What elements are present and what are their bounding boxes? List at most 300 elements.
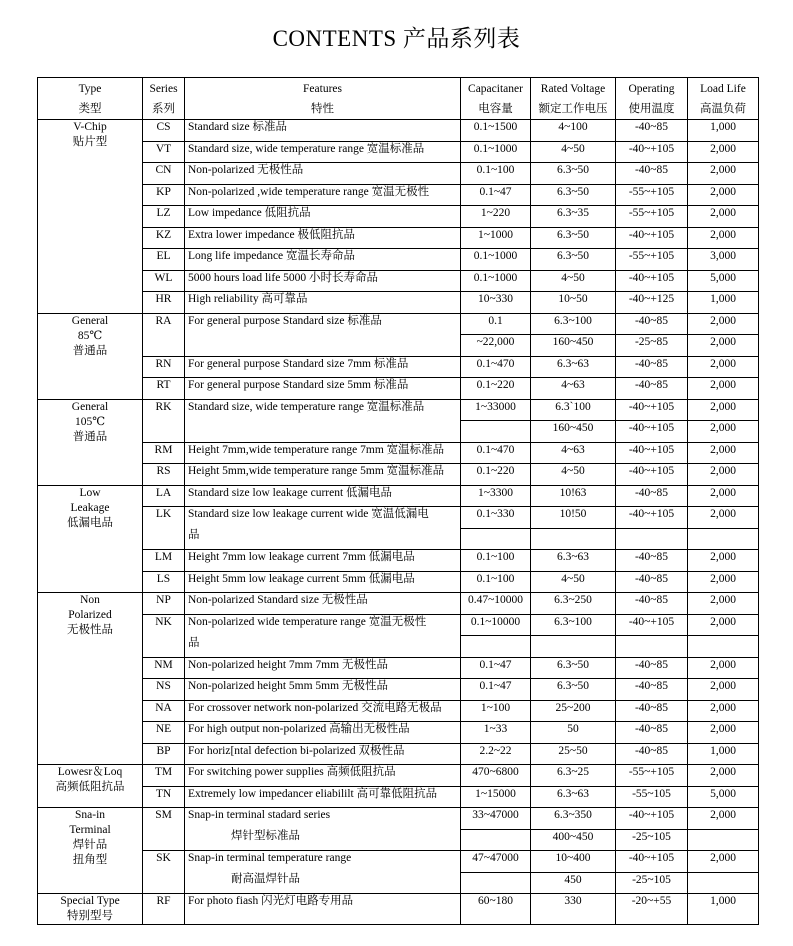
feature-line: 焊针型标准品 <box>231 830 300 842</box>
cap-cell: 1~33 <box>461 722 531 744</box>
type-label: General <box>71 314 109 327</box>
feature-line: 品 <box>188 636 200 649</box>
type-label: 普通品 <box>72 430 108 443</box>
header-cn: 使用温度 <box>628 103 675 115</box>
feature-line: High reliability 高可靠品 <box>188 293 308 305</box>
feature-line: Non-polarized height 7mm 7mm 无极性品 <box>188 658 388 671</box>
cap-cell <box>461 829 531 851</box>
header-cell <box>185 78 461 120</box>
cap-cell <box>461 421 531 443</box>
volt-cell: 6.3~63 <box>531 550 616 572</box>
features-cell <box>185 399 461 442</box>
features-cell <box>185 593 461 615</box>
volt-cell: 4~63 <box>531 442 616 464</box>
type-cell <box>38 120 143 314</box>
feature-line <box>188 421 457 436</box>
feature-line: For switching power supplies 高频低阻抗品 <box>188 766 396 778</box>
volt-cell: 6.3~50 <box>531 184 616 206</box>
type-label: 105℃ <box>74 415 106 428</box>
features-cell <box>185 227 461 249</box>
feature-line: For general purpose Standard size 7mm 标准品 <box>188 357 409 370</box>
life-cell: 2,000 <box>688 614 759 636</box>
cap-cell <box>461 636 531 658</box>
header-cn: 额定工作电压 <box>538 103 608 115</box>
header-row <box>38 78 759 120</box>
cap-cell: 0.1~47 <box>461 679 531 701</box>
volt-cell: 6.3~50 <box>531 163 616 185</box>
cap-cell: 470~6800 <box>461 765 531 787</box>
feature-line: Standard size, wide temperature range 宽温标准品 <box>188 142 425 155</box>
series-cell: NP <box>143 593 185 615</box>
life-cell: 2,000 <box>688 442 759 464</box>
type-cell <box>38 593 143 765</box>
header-en: Series <box>149 83 178 95</box>
series-cell: RN <box>143 356 185 378</box>
life-cell: 2,000 <box>688 141 759 163</box>
table-row <box>38 765 759 787</box>
features-cell <box>185 163 461 185</box>
temp-cell: -40~85 <box>616 378 688 400</box>
life-cell: 2,000 <box>688 378 759 400</box>
cap-cell: 0.1~10000 <box>461 614 531 636</box>
life-cell: 2,000 <box>688 485 759 507</box>
type-cell <box>38 313 143 399</box>
temp-cell: -40~85 <box>616 356 688 378</box>
feature-line: For general purpose Standard size 5mm 标准品 <box>188 379 409 391</box>
temp-cell: -20~+55 <box>616 894 688 925</box>
life-cell: 3,000 <box>688 249 759 271</box>
header-cn: 特性 <box>311 103 334 115</box>
temp-cell: -40~+105 <box>616 141 688 163</box>
features-cell <box>185 614 461 657</box>
cap-cell: 1~15000 <box>461 786 531 808</box>
series-cell: RK <box>143 399 185 442</box>
feature-line: Non-polarized 无极性品 <box>188 164 304 176</box>
volt-cell: 6.3~50 <box>531 679 616 701</box>
series-cell: RS <box>143 464 185 486</box>
table-row <box>38 399 759 421</box>
series-cell: SM <box>143 808 185 851</box>
feature-line: Snap-in terminal temperature range <box>188 852 352 864</box>
series-cell: CS <box>143 120 185 142</box>
contents-table <box>37 77 759 925</box>
header-cell <box>531 78 616 120</box>
temp-cell: -40~85 <box>616 722 688 744</box>
series-cell: RA <box>143 313 185 356</box>
volt-cell: 25~200 <box>531 700 616 722</box>
feature-line: Snap-in terminal stadard series <box>188 809 331 821</box>
cap-cell: 0.1~1000 <box>461 141 531 163</box>
series-cell: HR <box>143 292 185 314</box>
type-cell <box>38 894 143 925</box>
life-cell: 2,000 <box>688 399 759 421</box>
series-cell: NM <box>143 657 185 679</box>
header-en: Type <box>78 83 102 95</box>
volt-cell: 10!63 <box>531 485 616 507</box>
header-cn: 电容量 <box>478 103 513 115</box>
header-cn: 系列 <box>152 103 175 115</box>
table-row <box>38 700 759 722</box>
features-cell <box>185 378 461 400</box>
feature-line: 5000 hours load life 5000 小时长寿命品 <box>188 271 379 284</box>
type-label: 普通品 <box>72 344 108 357</box>
type-cell <box>38 808 143 894</box>
table-row <box>38 120 759 142</box>
temp-cell: -55~+105 <box>616 765 688 787</box>
temp-cell: -55~+105 <box>616 249 688 271</box>
table-row <box>38 464 759 486</box>
temp-cell: -40~85 <box>616 550 688 572</box>
series-cell: CN <box>143 163 185 185</box>
table-row <box>38 507 759 529</box>
feature-line: For general purpose Standard size 标准品 <box>188 314 382 327</box>
feature-line: Standard size low leakage current wide 宽温低漏电 <box>188 508 429 520</box>
life-cell: 2,000 <box>688 464 759 486</box>
volt-cell: 160~450 <box>531 421 616 443</box>
temp-cell: -25~105 <box>616 872 688 894</box>
table-row <box>38 485 759 507</box>
volt-cell: 6.3~63 <box>531 786 616 808</box>
volt-cell: 160~450 <box>531 335 616 357</box>
cap-cell: 0.1~1500 <box>461 120 531 142</box>
volt-cell: 6.3~350 <box>531 808 616 830</box>
cap-cell: 0.1~1000 <box>461 270 531 292</box>
feature-line: Long life impedance 宽温长寿命品 <box>188 250 356 262</box>
features-cell <box>185 851 461 894</box>
header-cell <box>688 78 759 120</box>
table-row <box>38 270 759 292</box>
temp-cell: -40~85 <box>616 313 688 335</box>
feature-line: 品 <box>188 529 200 541</box>
cap-cell: 0.1~47 <box>461 184 531 206</box>
table-row <box>38 786 759 808</box>
feature-line: Extra lower impedance 极低阻抗品 <box>188 228 356 241</box>
feature-line: Non-polarized ,wide temperature range 宽温无极性 <box>188 185 430 198</box>
feature-line: Standard size, wide temperature range 宽温标准品 <box>188 400 425 413</box>
volt-cell: 4~50 <box>531 571 616 593</box>
series-cell: NA <box>143 700 185 722</box>
volt-cell: 4~50 <box>531 464 616 486</box>
features-cell <box>185 765 461 787</box>
cap-cell: 2.2~22 <box>461 743 531 765</box>
type-label: Sna-in <box>74 809 106 821</box>
cap-cell: 10~330 <box>461 292 531 314</box>
temp-cell: -40~85 <box>616 679 688 701</box>
life-cell: 2,000 <box>688 808 759 830</box>
header-en: Operating <box>628 83 675 95</box>
features-cell <box>185 442 461 464</box>
life-cell: 2,000 <box>688 313 759 335</box>
temp-cell: -40~85 <box>616 163 688 185</box>
life-cell: 2,000 <box>688 571 759 593</box>
temp-cell: -25~85 <box>616 335 688 357</box>
type-label: Lowesr＆Loq <box>57 766 123 778</box>
series-cell: VT <box>143 141 185 163</box>
volt-cell: 10~400 <box>531 851 616 873</box>
temp-cell: -40~85 <box>616 120 688 142</box>
volt-cell: 6.3~50 <box>531 227 616 249</box>
cap-cell: 1~220 <box>461 206 531 228</box>
table-row <box>38 249 759 271</box>
header-cell <box>616 78 688 120</box>
series-cell: WL <box>143 270 185 292</box>
temp-cell: -40~+105 <box>616 421 688 443</box>
table-row <box>38 442 759 464</box>
cap-cell: 60~180 <box>461 894 531 925</box>
features-cell <box>185 464 461 486</box>
page-title: CONTENTS 产品系列表 <box>272 26 521 51</box>
features-cell <box>185 786 461 808</box>
cap-cell: 0.1~220 <box>461 464 531 486</box>
life-cell <box>688 528 759 550</box>
cap-cell: 0.47~10000 <box>461 593 531 615</box>
header-cn: 高温负荷 <box>700 103 746 115</box>
feature-line: Height 5mm low leakage current 5mm 低漏电品 <box>188 572 415 585</box>
cap-cell: 1~100 <box>461 700 531 722</box>
table-row <box>38 894 759 925</box>
feature-line: Non-polarized Standard size 无极性品 <box>188 594 368 606</box>
temp-cell: -40~85 <box>616 571 688 593</box>
series-cell: NS <box>143 679 185 701</box>
features-cell <box>185 700 461 722</box>
header-cn: 类型 <box>78 103 102 115</box>
life-cell: 2,000 <box>688 593 759 615</box>
volt-cell: 6.3~50 <box>531 657 616 679</box>
type-label: 高频低阻抗品 <box>55 781 125 793</box>
life-cell: 2,000 <box>688 507 759 529</box>
table-row <box>38 356 759 378</box>
volt-cell <box>531 636 616 658</box>
life-cell: 2,000 <box>688 657 759 679</box>
series-cell: SK <box>143 851 185 894</box>
feature-line: Standard size low leakage current 低漏电品 <box>188 486 393 499</box>
volt-cell: 4~50 <box>531 270 616 292</box>
life-cell: 1,000 <box>688 894 759 925</box>
feature-line: 耐高温焊针品 <box>231 873 300 885</box>
series-cell: TN <box>143 786 185 808</box>
cap-cell: 0.1~47 <box>461 657 531 679</box>
cap-cell: 0.1~470 <box>461 442 531 464</box>
table-row <box>38 722 759 744</box>
cap-cell: 0.1~1000 <box>461 249 531 271</box>
life-cell: 1,000 <box>688 120 759 142</box>
temp-cell: -40~+105 <box>616 442 688 464</box>
features-cell <box>185 120 461 142</box>
type-cell <box>38 765 143 808</box>
series-cell: RM <box>143 442 185 464</box>
type-label: General <box>71 400 109 413</box>
features-cell <box>185 249 461 271</box>
cap-cell: 0.1~100 <box>461 550 531 572</box>
table-row <box>38 550 759 572</box>
life-cell: 1,000 <box>688 292 759 314</box>
volt-cell: 25~50 <box>531 743 616 765</box>
cap-cell: 0.1 <box>461 313 531 335</box>
volt-cell: 10~50 <box>531 292 616 314</box>
cap-cell: 0.1~330 <box>461 507 531 529</box>
series-cell: NK <box>143 614 185 657</box>
cap-cell: 33~47000 <box>461 808 531 830</box>
temp-cell <box>616 636 688 658</box>
series-cell: RT <box>143 378 185 400</box>
temp-cell: -40~+105 <box>616 270 688 292</box>
type-label: 焊针品 <box>72 839 108 851</box>
life-cell: 2,000 <box>688 206 759 228</box>
feature-line: Height 5mm,wide temperature range 5mm 宽温标准品 <box>188 465 445 477</box>
features-cell <box>185 206 461 228</box>
type-label: 85℃ <box>77 329 103 342</box>
table-row <box>38 657 759 679</box>
life-cell <box>688 872 759 894</box>
type-label: V-Chip <box>73 121 107 133</box>
volt-cell: 4~100 <box>531 120 616 142</box>
series-cell: EL <box>143 249 185 271</box>
series-cell: LK <box>143 507 185 550</box>
feature-line: For photo fiash 闪光灯电路专用品 <box>188 895 354 907</box>
series-cell: LS <box>143 571 185 593</box>
temp-cell: -40~+105 <box>616 227 688 249</box>
table-row <box>38 292 759 314</box>
cap-cell <box>461 872 531 894</box>
volt-cell: 450 <box>531 872 616 894</box>
life-cell: 2,000 <box>688 335 759 357</box>
type-cell <box>38 485 143 593</box>
volt-cell: 10!50 <box>531 507 616 529</box>
temp-cell: -40~+105 <box>616 851 688 873</box>
volt-cell: 6.3~63 <box>531 356 616 378</box>
feature-line: For crossover network non-polarized 交流电路无极品 <box>188 701 442 714</box>
header-en: Capacitaner <box>468 83 523 95</box>
features-cell <box>185 808 461 851</box>
header-en: Features <box>303 83 342 95</box>
temp-cell: -40~85 <box>616 593 688 615</box>
life-cell: 2,000 <box>688 184 759 206</box>
features-cell <box>185 571 461 593</box>
feature-line: For high output non-polarized 高输出无极性品 <box>188 723 410 735</box>
cap-cell: 0.1~220 <box>461 378 531 400</box>
temp-cell: -40~85 <box>616 743 688 765</box>
volt-cell: 6.3~100 <box>531 313 616 335</box>
features-cell <box>185 184 461 206</box>
life-cell: 1,000 <box>688 743 759 765</box>
features-cell <box>185 485 461 507</box>
type-label: Leakage <box>70 501 110 514</box>
series-cell: LZ <box>143 206 185 228</box>
temp-cell: -55~105 <box>616 786 688 808</box>
cap-cell: ~22,000 <box>461 335 531 357</box>
table-row <box>38 141 759 163</box>
cap-cell: 0.1~100 <box>461 571 531 593</box>
life-cell: 2,000 <box>688 356 759 378</box>
features-cell <box>185 722 461 744</box>
life-cell: 2,000 <box>688 679 759 701</box>
temp-cell: -40~85 <box>616 485 688 507</box>
feature-line: Low impedance 低阻抗品 <box>188 207 311 219</box>
type-label: Terminal <box>69 824 111 836</box>
life-cell: 2,000 <box>688 550 759 572</box>
series-cell: TM <box>143 765 185 787</box>
volt-cell: 6.3~250 <box>531 593 616 615</box>
header-en: Rated Voltage <box>540 83 606 95</box>
temp-cell: -40~+105 <box>616 464 688 486</box>
table-row <box>38 378 759 400</box>
table-row <box>38 743 759 765</box>
table-row <box>38 206 759 228</box>
feature-line: For horiz[ntal defection bi-polarized 双极性品 <box>188 744 405 757</box>
temp-cell: -40~+105 <box>616 808 688 830</box>
features-cell <box>185 292 461 314</box>
cap-cell: 0.1~100 <box>461 163 531 185</box>
header-en: Load Life <box>700 83 746 95</box>
type-label: Non <box>80 594 100 606</box>
header-cell <box>38 78 143 120</box>
temp-cell: -25~105 <box>616 829 688 851</box>
life-cell: 2,000 <box>688 227 759 249</box>
type-cell <box>38 399 143 485</box>
features-cell <box>185 270 461 292</box>
features-cell <box>185 507 461 550</box>
volt-cell: 4~50 <box>531 141 616 163</box>
volt-cell: 6.3`100 <box>531 399 616 421</box>
cap-cell: 0.1~470 <box>461 356 531 378</box>
temp-cell: -40~+105 <box>616 614 688 636</box>
temp-cell: -55~+105 <box>616 206 688 228</box>
temp-cell: -40~85 <box>616 700 688 722</box>
feature-line: Non-polarized height 5mm 5mm 无极性品 <box>188 680 388 692</box>
table-body <box>38 120 759 925</box>
volt-cell <box>531 528 616 550</box>
features-cell <box>185 550 461 572</box>
volt-cell: 6.3~25 <box>531 765 616 787</box>
table-row <box>38 851 759 873</box>
series-cell: NE <box>143 722 185 744</box>
series-cell: BP <box>143 743 185 765</box>
series-cell: LM <box>143 550 185 572</box>
feature-line: Standard size 标准品 <box>188 121 288 133</box>
table-row <box>38 163 759 185</box>
type-label: 贴片型 <box>72 136 108 148</box>
table-row <box>38 679 759 701</box>
life-cell: 2,000 <box>688 851 759 873</box>
life-cell: 5,000 <box>688 270 759 292</box>
series-cell: KP <box>143 184 185 206</box>
volt-cell: 50 <box>531 722 616 744</box>
type-label: 低漏电品 <box>67 516 113 529</box>
volt-cell: 6.3~35 <box>531 206 616 228</box>
temp-cell: -55~+105 <box>616 184 688 206</box>
life-cell <box>688 636 759 658</box>
table-row <box>38 614 759 636</box>
temp-cell: -40~+105 <box>616 399 688 421</box>
type-label: 特别型号 <box>67 910 113 922</box>
volt-cell: 400~450 <box>531 829 616 851</box>
volt-cell: 4~63 <box>531 378 616 400</box>
table-row <box>38 184 759 206</box>
table-row <box>38 571 759 593</box>
volt-cell: 6.3~50 <box>531 249 616 271</box>
series-cell: KZ <box>143 227 185 249</box>
volt-cell: 6.3~100 <box>531 614 616 636</box>
cap-cell: 1~1000 <box>461 227 531 249</box>
cap-cell <box>461 528 531 550</box>
life-cell: 2,000 <box>688 421 759 443</box>
features-cell <box>185 743 461 765</box>
features-cell <box>185 313 461 356</box>
type-label: Polarized <box>68 609 112 621</box>
cap-cell: 1~33000 <box>461 399 531 421</box>
life-cell: 2,000 <box>688 722 759 744</box>
life-cell: 2,000 <box>688 700 759 722</box>
